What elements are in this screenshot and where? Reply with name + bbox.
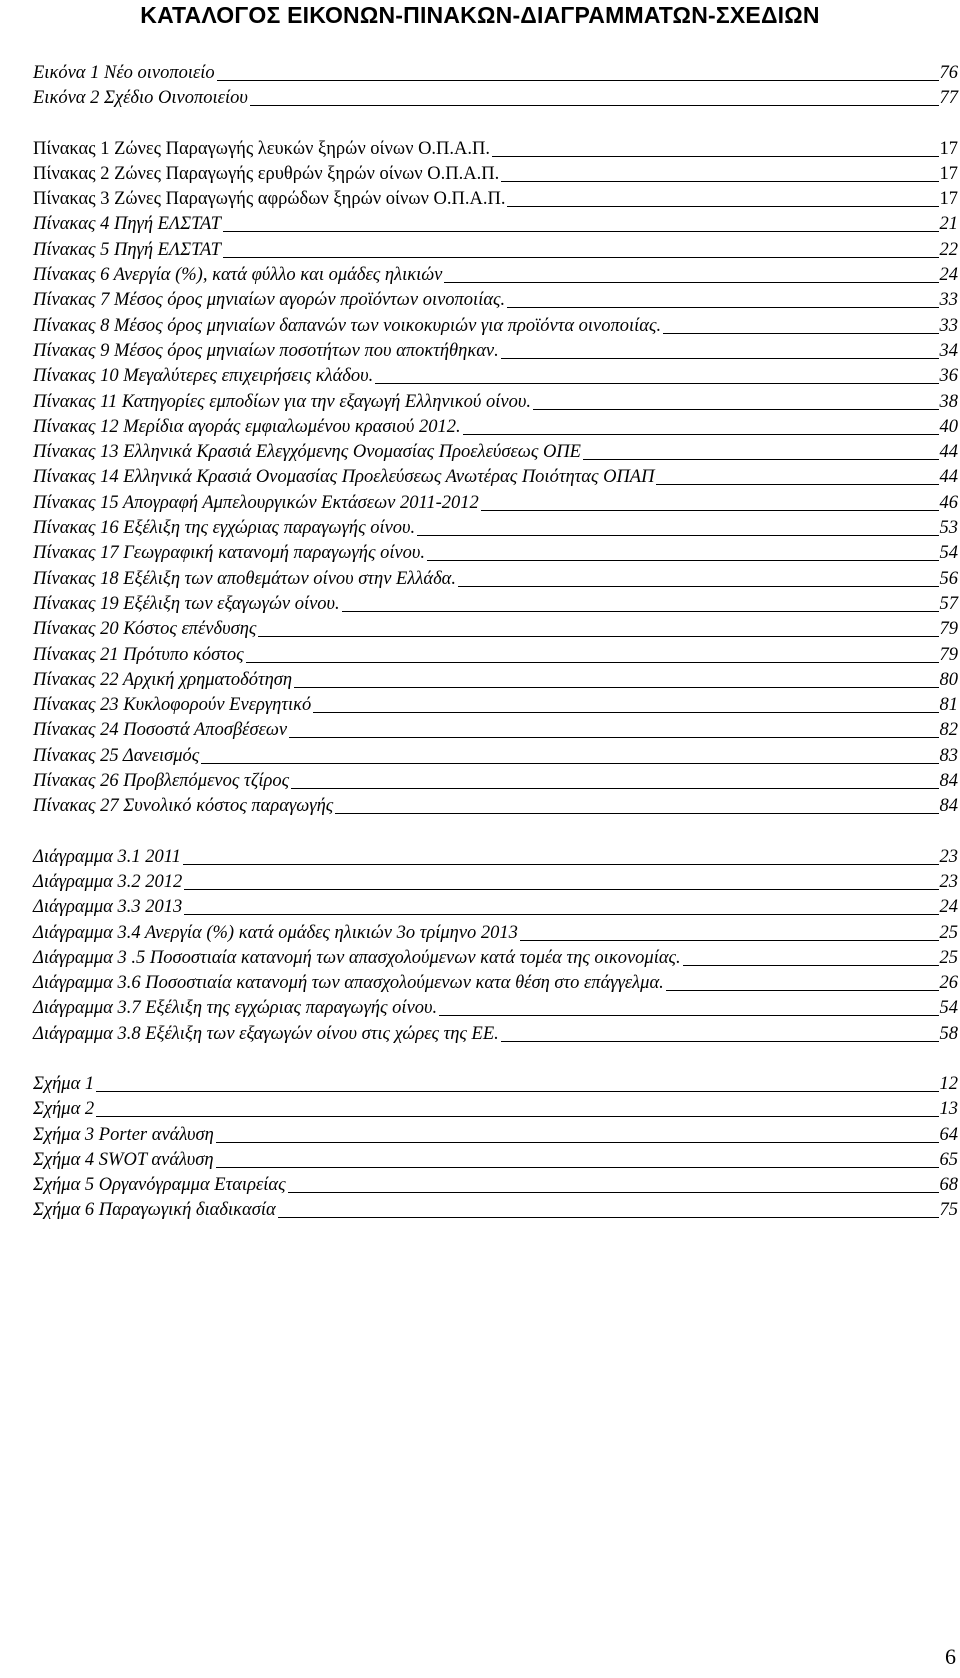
table-entry[interactable] — [33, 491, 958, 516]
image-entry[interactable] — [33, 86, 958, 111]
entry-page-number: 68 — [939, 1175, 958, 1196]
leader-line — [216, 1141, 939, 1143]
table-entry[interactable] — [33, 794, 958, 819]
entry-page-number: 83 — [939, 745, 958, 766]
schemas-section — [33, 1072, 958, 1224]
leader-line — [656, 483, 938, 485]
entry-label: Σχήμα 5 Οργανόγραμμα Εταιρείας — [33, 1175, 286, 1196]
leader-line — [294, 686, 938, 688]
table-entry[interactable] — [33, 693, 958, 718]
leader-line — [335, 812, 938, 814]
table-entry[interactable] — [33, 643, 958, 668]
page-title: ΚΑΤΑΛΟΓΟΣ ΕΙΚΟΝΩΝ-ΠΙΝΑΚΩΝ-ΔΙΑΓΡΑΜΜΑΤΩΝ-ΣΧΕΔΙΩΝ — [140, 2, 820, 28]
table-entry[interactable] — [33, 238, 958, 263]
table-entry[interactable] — [33, 162, 958, 187]
entry-label: Σχήμα 2 — [33, 1099, 95, 1120]
entry-page-number: 23 — [939, 871, 958, 892]
entry-label: Διάγραμμα 3.4 Ανεργία (%) κατά ομάδες ηλικιών 3ο τρίμηνο 2013 — [33, 922, 518, 943]
entry-page-number: 75 — [939, 1200, 958, 1221]
entry-label: Πίνακας 12 Μερίδια αγοράς εμφιαλωμένου κρασιού 2012. — [33, 416, 461, 437]
entry-page-number: 77 — [939, 88, 958, 109]
table-entry[interactable] — [33, 263, 958, 288]
entry-label: Σχήμα 1 — [33, 1073, 95, 1094]
entry-page-number: 25 — [939, 922, 958, 943]
entry-label: Πίνακας 9 Μέσος όρος μηνιαίων ποσοτήτων που αποκτήθηκαν. — [33, 340, 499, 361]
entry-label: Πίνακας 17 Γεωγραφική κατανομή παραγωγής οίνου. — [33, 543, 426, 564]
leader-line — [342, 610, 939, 612]
leader-line — [96, 1090, 938, 1092]
entry-page-number: 44 — [939, 467, 958, 488]
entry-label: Πίνακας 26 Προβλεπόμενος τζίρος — [33, 771, 290, 792]
leader-line — [501, 180, 938, 182]
leader-line — [417, 534, 938, 536]
leader-line — [184, 913, 938, 915]
diagram-entry[interactable] — [33, 895, 958, 920]
table-entry[interactable] — [33, 718, 958, 743]
leader-line — [246, 661, 939, 663]
entry-page-number: 24 — [939, 897, 958, 918]
entry-page-number: 76 — [939, 63, 958, 83]
entry-page-number: 79 — [939, 619, 958, 640]
leader-line — [501, 357, 939, 359]
leader-line — [223, 256, 939, 258]
entry-label: Πίνακας 24 Ποσοστά Αποσβέσεων — [33, 720, 288, 741]
table-entry[interactable] — [33, 668, 958, 693]
leader-line — [492, 155, 938, 157]
entry-label: Πίνακας 20 Κόστος επένδυσης — [33, 619, 257, 640]
leader-line — [683, 964, 939, 966]
tables-section — [33, 137, 958, 820]
schema-entry[interactable] — [33, 1198, 958, 1223]
section-spacer — [33, 112, 958, 137]
entry-label: Πίνακας 15 Απογραφή Αμπελουργικών Εκτάσεων 2011-2012 — [33, 492, 479, 513]
entry-page-number: 21 — [939, 214, 958, 235]
entry-page-number: 17 — [939, 163, 958, 184]
diagram-entry[interactable] — [33, 1022, 958, 1047]
entry-page-number: 54 — [939, 998, 958, 1019]
entry-page-number: 34 — [939, 340, 958, 361]
leader-line — [278, 1216, 939, 1218]
entry-page-number: 17 — [939, 189, 958, 210]
leader-line — [520, 939, 939, 941]
leader-line — [458, 585, 939, 587]
table-entry[interactable] — [33, 617, 958, 642]
entry-label: Διάγραμμα 3.3 2013 — [33, 897, 183, 918]
entry-page-number: 24 — [939, 265, 958, 286]
entry-page-number: 25 — [939, 947, 958, 968]
entry-label: Πίνακας 18 Εξέλιξη των αποθεμάτων οίνου στην Ελλάδα. — [33, 568, 456, 589]
entry-label: Εικόνα 1 Νέο οινοποιείο — [33, 63, 215, 83]
schema-entry[interactable] — [33, 1072, 958, 1097]
leader-line — [183, 863, 939, 865]
leader-line — [444, 281, 938, 283]
entry-label: Πίνακας 22 Αρχική χρηματοδότηση — [33, 669, 293, 690]
entry-page-number: 80 — [939, 669, 958, 690]
entry-label: Εικόνα 2 Σχέδιο Οινοποιείου — [33, 88, 248, 109]
leader-line — [258, 635, 938, 637]
entry-label: Πίνακας 19 Εξέλιξη των εξαγωγών οίνου. — [33, 593, 340, 614]
table-entry[interactable] — [33, 592, 958, 617]
entry-page-number: 13 — [939, 1099, 958, 1120]
leader-line — [288, 1191, 939, 1193]
table-entry[interactable] — [33, 339, 958, 364]
entry-page-number: 56 — [939, 568, 958, 589]
table-entry[interactable] — [33, 440, 958, 465]
entry-page-number: 33 — [939, 290, 958, 311]
entry-page-number: 38 — [939, 391, 958, 412]
section-spacer — [33, 820, 958, 845]
entry-page-number: 57 — [939, 593, 958, 614]
schema-entry[interactable] — [33, 1173, 958, 1198]
entry-label: Σχήμα 4 SWOT ανάλυση — [33, 1149, 214, 1170]
leader-line — [217, 79, 939, 81]
table-entry[interactable] — [33, 769, 958, 794]
entry-label: Διάγραμμα 3.8 Εξέλιξη των εξαγωγών οίνου στις χώρες της ΕΕ. — [33, 1023, 499, 1044]
entry-page-number: 84 — [939, 771, 958, 792]
leader-line — [427, 559, 938, 561]
diagram-entry[interactable] — [33, 921, 958, 946]
table-entry[interactable] — [33, 744, 958, 769]
entry-label: Πίνακας 4 Πηγή ΕΛΣΤΑΤ — [33, 214, 221, 235]
leader-line — [463, 433, 939, 435]
leader-line — [533, 408, 939, 410]
entry-label: Διάγραμμα 3 .5 Ποσοστιαία κατανομή των απασχολούμενων κατά τομέα της οικονομίας. — [33, 947, 681, 968]
table-entry[interactable] — [33, 364, 958, 389]
leader-line — [481, 509, 939, 511]
entry-page-number: 84 — [939, 796, 958, 817]
diagrams-section — [33, 845, 958, 1047]
schema-entry[interactable] — [33, 1097, 958, 1122]
diagram-entry[interactable] — [33, 971, 958, 996]
entry-label: Πίνακας 8 Μέσος όρος μηνιαίων δαπανών των νοικοκυριών για προϊόντα οινοποιίας. — [33, 315, 662, 336]
table-entry[interactable] — [33, 567, 958, 592]
entry-label: Πίνακας 25 Δανεισμός — [33, 745, 200, 766]
leader-line — [375, 382, 938, 384]
entry-label: Πίνακας 23 Κυκλοφορούν Ενεργητικό — [33, 695, 312, 716]
entry-page-number: 22 — [939, 239, 958, 260]
entry-label: Πίνακας 27 Συνολικό κόστος παραγωγής — [33, 796, 334, 817]
entry-label: Πίνακας 5 Πηγή ΕΛΣΤΑΤ — [33, 239, 221, 260]
leader-line — [291, 787, 938, 789]
leader-line — [507, 306, 938, 308]
entry-page-number: 65 — [939, 1149, 958, 1170]
schema-entry[interactable] — [33, 1148, 958, 1173]
entry-label: Διάγραμμα 3.2 2012 — [33, 871, 183, 892]
table-of-contents — [33, 61, 958, 1224]
leader-line — [250, 104, 939, 106]
leader-line — [501, 1040, 939, 1042]
entry-label: Σχήμα 6 Παραγωγική διαδικασία — [33, 1200, 276, 1221]
entry-page-number: 33 — [939, 315, 958, 336]
page-number: 6 — [945, 1644, 956, 1669]
entry-page-number: 64 — [939, 1124, 958, 1145]
entry-page-number: 40 — [939, 416, 958, 437]
image-entry[interactable] — [33, 61, 958, 86]
entry-label: Πίνακας 13 Ελληνικά Κρασιά Ελεγχόμενης Ονομασίας Προελεύσεως ΟΠΕ — [33, 442, 581, 463]
entry-label: Σχήμα 3 Porter ανάλυση — [33, 1124, 214, 1145]
table-entry[interactable] — [33, 288, 958, 313]
entry-page-number: 53 — [939, 518, 958, 539]
entry-label: Πίνακας 7 Μέσος όρος μηνιαίων αγορών προϊόντων οινοποιίας. — [33, 290, 506, 311]
entry-page-number: 46 — [939, 492, 958, 513]
leader-line — [223, 230, 939, 232]
entry-page-number: 58 — [939, 1023, 958, 1044]
entry-page-number: 17 — [939, 138, 958, 159]
leader-line — [289, 736, 938, 738]
table-entry[interactable] — [33, 390, 958, 415]
entry-label: Πίνακας 2 Ζώνες Παραγωγής ερυθρών ξηρών οίνων Ο.Π.Α.Π. — [33, 163, 500, 184]
entry-page-number: 26 — [939, 973, 958, 994]
diagram-entry[interactable] — [33, 845, 958, 870]
entry-page-number: 81 — [939, 695, 958, 716]
entry-page-number: 54 — [939, 543, 958, 564]
entry-page-number: 23 — [939, 846, 958, 867]
entry-label: Πίνακας 1 Ζώνες Παραγωγής λευκών ξηρών οίνων Ο.Π.Α.Π. — [33, 138, 491, 159]
entry-label: Διάγραμμα 3.7 Εξέλιξη της εγχώριας παραγωγής οίνου. — [33, 998, 438, 1019]
leader-line — [201, 762, 938, 764]
leader-line — [663, 332, 938, 334]
entry-page-number: 36 — [939, 366, 958, 387]
entry-label: Πίνακας 21 Πρότυπο κόστος — [33, 644, 244, 665]
images-section — [33, 61, 958, 112]
leader-line — [583, 458, 939, 460]
diagram-entry[interactable] — [33, 946, 958, 971]
diagram-entry[interactable] — [33, 996, 958, 1021]
leader-line — [96, 1115, 938, 1117]
table-entry[interactable] — [33, 516, 958, 541]
entry-page-number: 44 — [939, 442, 958, 463]
entry-label: Πίνακας 6 Ανεργία (%), κατά φύλλο και ομάδες ηλικιών — [33, 265, 443, 286]
entry-label: Πίνακας 14 Ελληνικά Κρασιά Ονομασίας Προελεύσεως Ανωτέρας Ποιότητας ΟΠΑΠ — [33, 467, 655, 488]
table-entry[interactable] — [33, 314, 958, 339]
schema-entry[interactable] — [33, 1123, 958, 1148]
entry-page-number: 12 — [939, 1073, 958, 1094]
entry-label: Διάγραμμα 3.1 2011 — [33, 846, 181, 867]
leader-line — [439, 1014, 938, 1016]
table-entry[interactable] — [33, 415, 958, 440]
diagram-entry[interactable] — [33, 870, 958, 895]
entry-label: Διάγραμμα 3.6 Ποσοστιαία κατανομή των απασχολούμενων κατα θέση στο επάγγελμα. — [33, 973, 664, 994]
entry-label: Πίνακας 16 Εξέλιξη της εγχώριας παραγωγής οίνου. — [33, 518, 416, 539]
leader-line — [184, 888, 938, 890]
leader-line — [666, 989, 939, 991]
leader-line — [216, 1166, 939, 1168]
entry-label: Πίνακας 11 Κατηγορίες εμποδίων για την εξαγωγή Ελληνικού οίνου. — [33, 391, 531, 412]
table-entry[interactable] — [33, 465, 958, 490]
leader-line — [313, 711, 938, 713]
entry-page-number: 79 — [939, 644, 958, 665]
entry-label: Πίνακας 10 Μεγαλύτερες επιχειρήσεις κλάδου. — [33, 366, 374, 387]
table-entry[interactable] — [33, 541, 958, 566]
table-entry[interactable] — [33, 137, 958, 162]
leader-line — [507, 205, 938, 207]
entry-page-number: 82 — [939, 720, 958, 741]
section-spacer — [33, 1047, 958, 1072]
table-entry[interactable] — [33, 187, 958, 212]
entry-label: Πίνακας 3 Ζώνες Παραγωγής αφρώδων ξηρών οίνων Ο.Π.Α.Π. — [33, 189, 506, 210]
table-entry[interactable] — [33, 212, 958, 237]
